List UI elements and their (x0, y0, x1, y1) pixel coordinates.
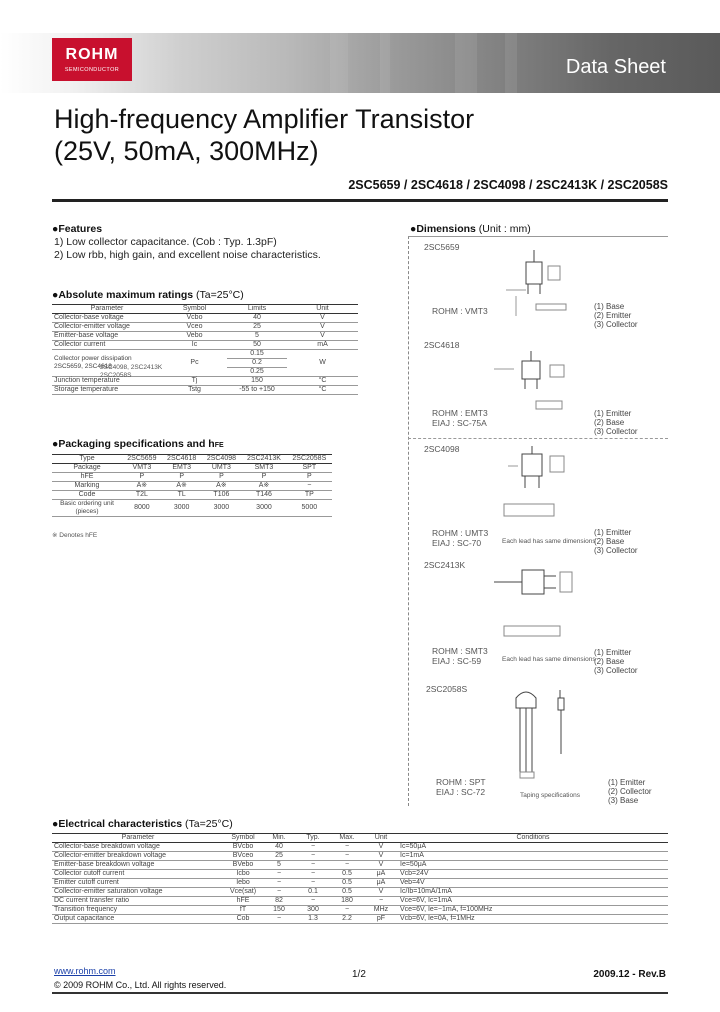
table-cell: Collector current (52, 341, 162, 350)
table-cell: 0.25 (227, 368, 287, 377)
table-cell: V (287, 323, 358, 332)
pkg-heading-text: Packaging specifications and h (58, 438, 215, 450)
table-cell: Ie=50μA (398, 861, 668, 870)
pkg-table (52, 454, 332, 517)
package-outline-umt3 (494, 446, 584, 526)
table-cell: Parameter (52, 834, 224, 843)
table-cell: W (287, 350, 358, 377)
table-cell: 0.5 (330, 879, 364, 888)
abs-heading: ●Absolute maximum ratings (Ta=25°C) (52, 289, 244, 301)
pin-label: (2) Base (594, 657, 625, 666)
table-cell: hFE (52, 473, 122, 482)
dim-pkg-rohm: ROHM : SPT (436, 777, 486, 787)
dims-heading-text: Dimensions (416, 223, 476, 235)
table-header-row (52, 834, 668, 843)
table-cell: A※ (122, 482, 162, 491)
table-cell: Vcbo (162, 314, 227, 323)
table-cell: − (262, 915, 296, 924)
table-cell: Emitter-base breakdown voltage (52, 861, 224, 870)
table-row (52, 500, 332, 517)
table-cell: Marking (52, 482, 122, 491)
table-cell: Vce=6V, Ic=1mA (398, 897, 668, 906)
table-header-row (52, 455, 332, 464)
dim-pkg-eiaj: EIAJ : SC-75A (432, 418, 487, 428)
package-outline-spt (500, 684, 590, 784)
table-cell: Vceo (162, 323, 227, 332)
table-row (52, 341, 358, 350)
pd-variant: 2SC5659, 2SC4618 (54, 363, 112, 370)
table-cell: SMT3 (241, 464, 286, 473)
table-cell: Vce=6V, Ie=−1mA, f=100MHz (398, 906, 668, 915)
table-cell: fT (224, 906, 262, 915)
table-cell: 25 (262, 852, 296, 861)
table-cell: Vce(sat) (224, 888, 262, 897)
features-list (54, 236, 321, 261)
table-cell: Ic=1mA (398, 852, 668, 861)
table-cell: − (287, 482, 332, 491)
table-cell: BVebo (224, 861, 262, 870)
pin-label: (1) Emitter (594, 648, 632, 657)
pin-label: (3) Collector (594, 320, 638, 329)
table-cell: − (364, 897, 398, 906)
table-cell: − (296, 879, 330, 888)
table-cell: 150 (227, 377, 287, 386)
dim-pkg-note: Each lead has same dimensions (502, 656, 596, 663)
table-cell: Ic/Ib=10mA/1mA (398, 888, 668, 897)
table-cell: 50 (227, 341, 287, 350)
table-cell: MHz (364, 906, 398, 915)
elec-condition: (Ta=25°C) (185, 818, 233, 830)
features-heading-text: Features (58, 223, 103, 235)
table-row (52, 861, 668, 870)
pin-list (608, 778, 652, 805)
table-row (52, 473, 332, 482)
table-cell: TP (287, 491, 332, 500)
table-cell: BVcbo (224, 843, 262, 852)
table-cell: V (287, 332, 358, 341)
table-cell: V (364, 852, 398, 861)
pin-list (594, 528, 638, 555)
table-cell: DC current transfer ratio (52, 897, 224, 906)
pin-label: (2) Collector (608, 787, 652, 796)
pin-label: (2) Emitter (594, 311, 632, 320)
table-cell: Limits (227, 305, 287, 314)
pd-variant-list (100, 364, 162, 380)
table-cell: Junction temperature (52, 377, 162, 386)
table-cell: Conditions (398, 834, 668, 843)
pin-label: (3) Collector (594, 427, 638, 436)
dim-pkg-eiaj: EIAJ : SC-72 (436, 787, 486, 797)
table-cell: EMT3 (162, 464, 202, 473)
pin-list (594, 302, 638, 329)
table-cell: Storage temperature (52, 386, 162, 395)
table-cell: hFE (224, 897, 262, 906)
page-number: 1/2 (352, 969, 366, 980)
table-cell: − (330, 906, 364, 915)
elec-heading: ●Electrical characteristics (Ta=25°C) (52, 818, 233, 830)
table-cell: P (162, 473, 202, 482)
table-cell: Cob (224, 915, 262, 924)
dims-separator (408, 438, 668, 439)
part-numbers: 2SC5659 / 2SC4618 / 2SC4098 / 2SC2413K / 2SC2058S (348, 178, 668, 192)
revision: 2009.12 - Rev.B (593, 969, 666, 980)
pin-label: (2) Base (594, 418, 625, 427)
table-cell: − (262, 870, 296, 879)
table-cell: Ic=50μA (398, 843, 668, 852)
table-row (52, 879, 668, 888)
table-row (52, 350, 358, 359)
table-cell: °C (287, 377, 358, 386)
table-cell: − (262, 879, 296, 888)
package-outline-smt3 (494, 562, 584, 642)
table-cell: UMT3 (202, 464, 242, 473)
table-cell: − (330, 852, 364, 861)
table-cell: 25 (227, 323, 287, 332)
table-cell: mA (287, 341, 358, 350)
table-cell: Veb=4V (398, 879, 668, 888)
pin-label: (1) Emitter (594, 528, 632, 537)
table-cell: Symbol (162, 305, 227, 314)
abs-heading-text: Absolute maximum ratings (58, 289, 194, 301)
dim-pkg-rohm: ROHM : UMT3 (432, 528, 489, 538)
table-row (52, 482, 332, 491)
table-cell: 8000 (122, 500, 162, 517)
table-cell: Collector-emitter voltage (52, 323, 162, 332)
table-cell: − (296, 897, 330, 906)
table-cell: Type (52, 455, 122, 464)
dims-unit: (Unit : mm) (478, 223, 531, 235)
table-cell: Vcb=6V, Ie=0A, f=1MHz (398, 915, 668, 924)
dim-pkg-eiaj: EIAJ : SC-70 (432, 538, 482, 548)
table-cell: 82 (262, 897, 296, 906)
table-cell: P (241, 473, 286, 482)
table-cell: T146 (241, 491, 286, 500)
table-cell: Min. (262, 834, 296, 843)
table-cell: 5 (262, 861, 296, 870)
table-cell: Iebo (224, 879, 262, 888)
table-cell: 0.2 (227, 359, 287, 368)
table-cell: 2.2 (330, 915, 364, 924)
table-row (52, 843, 668, 852)
dim-pkg-name: 2SC2058S (426, 684, 468, 694)
dim-pkg-rohm: ROHM : EMT3 (432, 408, 488, 418)
table-cell: P (287, 473, 332, 482)
table-cell: Collector cutoff current (52, 870, 224, 879)
table-cell: 5 (227, 332, 287, 341)
table-row (52, 852, 668, 861)
table-cell: V (287, 314, 358, 323)
features-heading: ●Features (52, 223, 103, 235)
table-cell: Output capacitance (52, 915, 224, 924)
table-cell: Vcb=24V (398, 870, 668, 879)
table-row (52, 897, 668, 906)
table-cell: Emitter-base voltage (52, 332, 162, 341)
feature-item: 1) Low collector capacitance. (Cob : Typ. 1.3pF) (54, 236, 277, 248)
table-cell: -55 to +150 (227, 386, 287, 395)
table-cell: 2SC2058S (287, 455, 332, 464)
table-cell: Ic (162, 341, 227, 350)
dim-pkg-eiaj: EIAJ : SC-59 (432, 656, 482, 666)
table-cell: T106 (202, 491, 242, 500)
table-cell: Parameter (52, 305, 162, 314)
abs-table (52, 304, 358, 395)
dim-pkg-name: 2SC5659 (424, 242, 460, 252)
table-cell: 1.3 (296, 915, 330, 924)
dim-pkg-rohm: ROHM : SMT3 (432, 646, 488, 656)
data-sheet-label: Data Sheet (565, 56, 666, 78)
table-cell: − (330, 861, 364, 870)
logo-name: ROHM (65, 46, 119, 63)
table-cell: Collector-emitter saturation voltage (52, 888, 224, 897)
table-cell: 300 (296, 906, 330, 915)
page-title (54, 103, 474, 167)
table-cell: 2SC2413K (241, 455, 286, 464)
elec-table (52, 833, 668, 924)
table-cell: Tstg (162, 386, 227, 395)
title-rule (52, 199, 668, 202)
pkg-heading-sub: FE (214, 442, 224, 449)
table-cell: 0.15 (227, 350, 287, 359)
table-cell: Icbo (224, 870, 262, 879)
table-cell: 5000 (287, 500, 332, 517)
table-cell: 0.5 (330, 870, 364, 879)
pin-label: (3) Collector (594, 546, 638, 555)
table-cell: A※ (162, 482, 202, 491)
dim-pkg-name: 2SC4098 (424, 444, 460, 454)
table-cell: − (296, 852, 330, 861)
abs-condition: (Ta=25°C) (196, 289, 244, 301)
table-row (52, 915, 668, 924)
pin-label: (1) Emitter (594, 409, 632, 418)
feature-item: 2) Low rbb, high gain, and excellent noise characteristics. (54, 248, 321, 261)
elec-heading-text: Electrical characteristics (58, 818, 183, 830)
table-cell: Vebo (162, 332, 227, 341)
pin-label: (3) Base (608, 796, 639, 805)
table-cell: − (296, 870, 330, 879)
logo-sub: SEMICONDUCTOR (64, 67, 120, 73)
table-header-row (52, 305, 358, 314)
footer-rule (52, 992, 668, 994)
table-cell: Unit (364, 834, 398, 843)
table-cell: − (330, 843, 364, 852)
table-cell: 3000 (241, 500, 286, 517)
table-row (52, 377, 358, 386)
package-outline-emt3 (494, 345, 584, 415)
table-cell: A※ (202, 482, 242, 491)
pin-label: (2) Base (594, 537, 625, 546)
table-cell: Collector-base breakdown voltage (52, 843, 224, 852)
table-cell: Tj (162, 377, 227, 386)
table-cell: Collector-base voltage (52, 314, 162, 323)
table-cell: Emitter cutoff current (52, 879, 224, 888)
table-row (52, 386, 358, 395)
table-cell: 3000 (202, 500, 242, 517)
dim-pkg-rohm: ROHM : VMT3 (432, 306, 488, 316)
dim-pkg-note: Taping specifications (520, 792, 580, 799)
table-cell: 40 (227, 314, 287, 323)
pin-label: (1) Base (594, 302, 625, 311)
table-cell: 2SC5659 (122, 455, 162, 464)
pkg-heading: ●Packaging specifications and hFE (52, 438, 224, 450)
table-cell: Code (52, 491, 122, 500)
table-cell: − (262, 888, 296, 897)
table-cell: Package (52, 464, 122, 473)
title-line-2: (25V, 50mA, 300MHz) (54, 136, 319, 166)
table-cell: − (296, 843, 330, 852)
table-row (52, 464, 332, 473)
pin-label: (3) Collector (594, 666, 638, 675)
rohm-logo (52, 38, 132, 81)
pin-list (594, 409, 638, 436)
table-cell: Pc (162, 350, 227, 377)
table-row (52, 314, 358, 323)
table-cell: Unit (287, 305, 358, 314)
table-cell: A※ (241, 482, 286, 491)
table-cell: Collector-emitter breakdown voltage (52, 852, 224, 861)
table-cell: 180 (330, 897, 364, 906)
table-cell: Transition frequency (52, 906, 224, 915)
table-cell: V (364, 843, 398, 852)
table-cell: SPT (287, 464, 332, 473)
table-cell: pF (364, 915, 398, 924)
table-row (52, 323, 358, 332)
package-outline-vmt3 (496, 250, 576, 320)
pin-list (594, 648, 638, 675)
pin-label: (1) Emitter (608, 778, 646, 787)
table-cell: 40 (262, 843, 296, 852)
table-cell: Basic ordering unit (pieces) (52, 500, 122, 517)
table-cell: VMT3 (122, 464, 162, 473)
rohm-website-link[interactable]: www.rohm.com (54, 966, 116, 976)
table-cell: P (202, 473, 242, 482)
table-cell: 0.1 (296, 888, 330, 897)
dims-heading: ●Dimensions (Unit : mm) (410, 223, 531, 235)
table-cell: − (296, 861, 330, 870)
table-row (52, 491, 332, 500)
dim-pkg-note: Each lead has same dimensions (502, 538, 596, 545)
table-cell: V (364, 861, 398, 870)
table-row (52, 870, 668, 879)
table-cell: 150 (262, 906, 296, 915)
table-cell: 2SC4618 (162, 455, 202, 464)
table-cell: °C (287, 386, 358, 395)
table-cell: P (122, 473, 162, 482)
pd-variant: 2SC2058S (100, 372, 132, 379)
table-cell: 3000 (162, 500, 202, 517)
pkg-note: ※ Denotes hFE (52, 532, 98, 539)
table-cell: BVceo (224, 852, 262, 861)
table-cell: Max. (330, 834, 364, 843)
table-row (52, 332, 358, 341)
table-cell: 2SC4098 (202, 455, 242, 464)
table-cell: Symbol (224, 834, 262, 843)
copyright: © 2009 ROHM Co., Ltd. All rights reserved. (54, 980, 227, 990)
table-cell: μA (364, 879, 398, 888)
table-row (52, 906, 668, 915)
table-cell: μA (364, 870, 398, 879)
table-cell: TL (162, 491, 202, 500)
table-row (52, 888, 668, 897)
pd-label: Collector power dissipation (54, 355, 132, 362)
table-cell: T2L (122, 491, 162, 500)
dim-pkg-name: 2SC4618 (424, 340, 460, 350)
pd-variant: 2SC4098, 2SC2413K (100, 364, 163, 371)
table-cell: 0.5 (330, 888, 364, 897)
dim-pkg-name: 2SC2413K (424, 560, 466, 570)
table-cell: V (364, 888, 398, 897)
title-line-1: High-frequency Amplifier Transistor (54, 104, 475, 134)
table-cell: Typ. (296, 834, 330, 843)
